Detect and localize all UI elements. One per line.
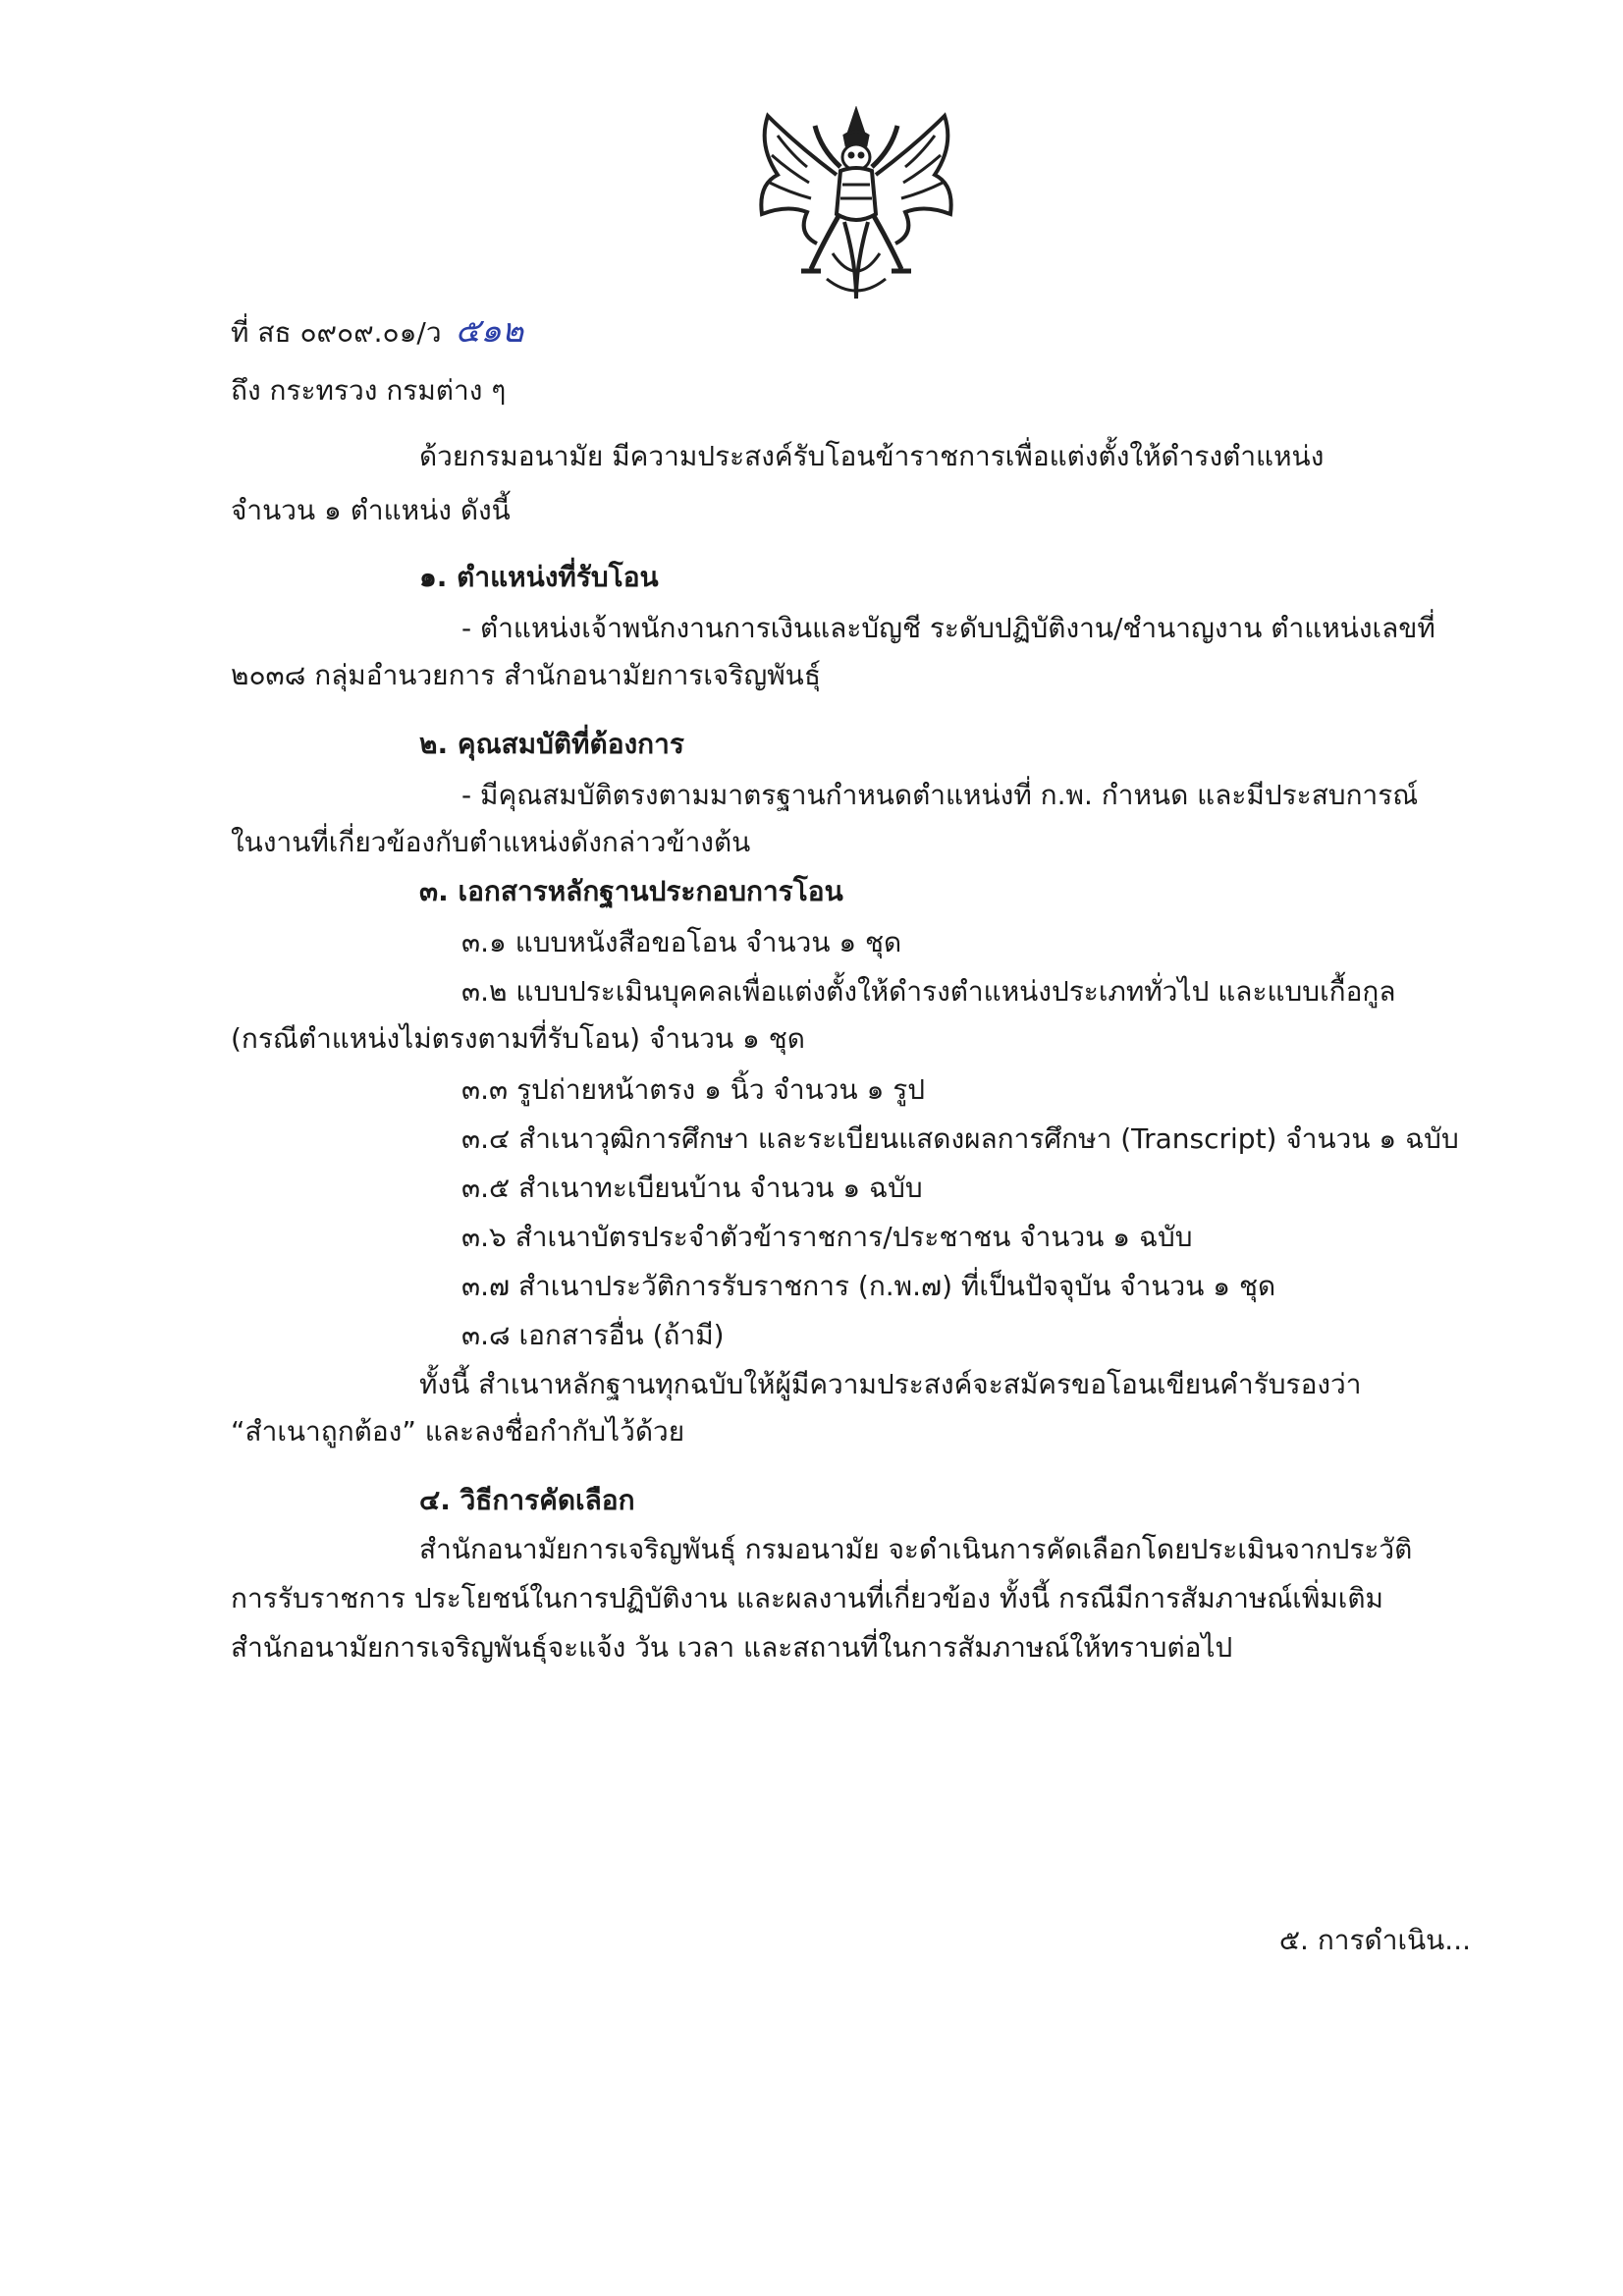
section-3-item-4: ๓.๔ สำเนาวุฒิการศึกษา และระเบียนแสดงผลการศึกษา (Transcript) จำนวน ๑ ฉบับ [461, 1122, 1459, 1155]
section-1-line-1: - ตำแหน่งเจ้าพนักงานการเงินและบัญชี ระดับปฏิบัติงาน/ชำนาญงาน ตำแหน่งเลขที่ [461, 612, 1435, 644]
intro-line-2: จำนวน ๑ ตำแหน่ง ดังนี้ [231, 494, 511, 526]
section-2-line-2: ในงานที่เกี่ยวข้องกับตำแหน่งดังกล่าวข้างต้น [231, 826, 751, 858]
section-3-item-1: ๓.๑ แบบหนังสือขอโอน จำนวน ๑ ชุด [461, 926, 902, 958]
section-3-item-7: ๓.๗ สำเนาประวัติการรับราชการ (ก.พ.๗) ที่เป็นปัจจุบัน จำนวน ๑ ชุด [461, 1270, 1276, 1302]
section-3-item-3: ๓.๓ รูปถ่ายหน้าตรง ๑ นิ้ว จำนวน ๑ รูป [461, 1073, 926, 1106]
section-2-heading: ๒. คุณสมบัติที่ต้องการ [419, 728, 684, 760]
intro-line-1: ด้วยกรมอนามัย มีความประสงค์รับโอนข้าราชการเพื่อแต่งตั้งให้ดำรงตำแหน่ง [419, 440, 1325, 472]
recipient-line: ถึง กระทรวง กรมต่าง ๆ [231, 374, 507, 407]
section-4-line-1: สำนักอนามัยการเจริญพันธุ์ กรมอนามัย จะดำเนินการคัดเลือกโดยประเมินจากประวัติ [419, 1533, 1413, 1565]
reference-prefix: ที่ สธ ๐๙๐๙.๐๑/ว [231, 316, 442, 349]
section-4-heading: ๔. วิธีการคัดเลือก [419, 1484, 635, 1516]
section-3-note-line-1: ทั้งนี้ สำเนาหลักฐานทุกฉบับให้ผู้มีความประสงค์จะสมัครขอโอนเขียนคำรับรองว่า [419, 1368, 1362, 1400]
section-3-heading: ๓. เอกสารหลักฐานประกอบการโอน [419, 875, 843, 907]
section-4-line-3: สำนักอนามัยการเจริญพันธุ์จะแจ้ง วัน เวลา และสถานที่ในการสัมภาษณ์ให้ทราบต่อไป [231, 1631, 1233, 1664]
handwritten-reference-number: ๕๑๒ [455, 311, 524, 351]
section-1-line-2: ๒๐๓๘ กลุ่มอำนวยการ สำนักอนามัยการเจริญพันธุ์ [231, 659, 821, 691]
section-3-note-line-2: “สำเนาถูกต้อง” และลงชื่อกำกับไว้ด้วย [231, 1415, 685, 1448]
section-3-item-8: ๓.๘ เอกสารอื่น (ถ้ามี) [461, 1319, 725, 1351]
section-4-line-2: การรับราชการ ประโยชน์ในการปฏิบัติงาน และผลงานที่เกี่ยวข้อง ทั้งนี้ กรณีมีการสัมภาษณ์เพิ่มเติม [231, 1582, 1383, 1614]
section-2-line-1: - มีคุณสมบัติตรงตามมาตรฐานกำหนดตำแหน่งที่ ก.พ. กำหนด และมีประสบการณ์ [461, 779, 1419, 811]
section-1-heading: ๑. ตำแหน่งที่รับโอน [419, 561, 659, 593]
reference-line [231, 311, 523, 353]
section-3-item-2-line-2: (กรณีตำแหน่งไม่ตรงตามที่รับโอน) จำนวน ๑ ชุด [231, 1022, 805, 1055]
continuation-marker: ๕. การดำเนิน... [1278, 1924, 1471, 1956]
section-3-item-5: ๓.๕ สำเนาทะเบียนบ้าน จำนวน ๑ ฉบับ [461, 1172, 923, 1204]
section-3-item-6: ๓.๖ สำเนาบัตรประจำตัวข้าราชการ/ประชาชน จำนวน ๑ ฉบับ [461, 1221, 1193, 1253]
garuda-emblem-icon [738, 106, 974, 302]
section-3-item-2-line-1: ๓.๒ แบบประเมินบุคคลเพื่อแต่งตั้งให้ดำรงตำแหน่งประเภททั่วไป และแบบเกื้อกูล [461, 975, 1396, 1008]
